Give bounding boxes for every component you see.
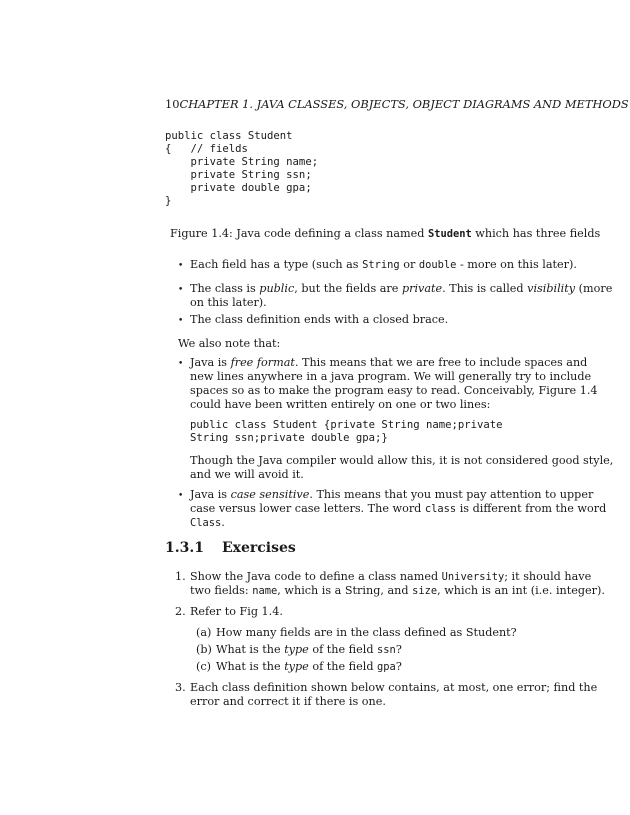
- text: Show the Java code to define a class named: [190, 570, 442, 583]
- bullet-icon: •: [178, 316, 184, 326]
- chapter-title: CHAPTER 1. JAVA CLASSES, OBJECTS, OBJECT DIAGRAMS AND METHODS: [179, 97, 629, 111]
- exercise-text: [190, 584, 605, 597]
- list-item: [190, 356, 587, 369]
- text: , but the fields are: [294, 282, 402, 295]
- emphasis: type: [284, 660, 309, 673]
- exercise-text: [190, 570, 591, 583]
- code-line: private String ssn;: [165, 169, 312, 181]
- text: Each field has a type (such as: [190, 258, 363, 271]
- inline-code: ssn: [377, 644, 396, 656]
- text: . This is called: [442, 282, 528, 295]
- text: , which is a String, and: [277, 584, 413, 597]
- emphasis: visibility: [527, 282, 576, 295]
- list-item: [190, 282, 612, 295]
- section-title: Exercises: [221, 540, 296, 556]
- text: Java is: [190, 356, 231, 369]
- text-line: [190, 502, 606, 515]
- running-header: [165, 97, 629, 111]
- text: Java is: [190, 488, 231, 501]
- bullet-icon: •: [178, 261, 184, 271]
- exercise-number: 2.: [175, 605, 186, 618]
- emphasis: type: [284, 643, 309, 656]
- exercise-number: 3.: [175, 681, 186, 694]
- caption-text: which has three fields: [471, 227, 601, 240]
- caption-text: Figure 1.4: Java code defining a class named: [170, 227, 428, 240]
- inline-code: Class: [190, 517, 222, 529]
- text: or: [399, 258, 419, 271]
- exercise-text: Refer to Fig 1.4.: [190, 605, 283, 618]
- subexercise-text: [216, 643, 402, 656]
- text-line: could have been written entirely on one or two lines:: [190, 398, 491, 411]
- section-heading: [165, 540, 296, 556]
- exercise-number: 1.: [175, 570, 186, 583]
- list-item: [190, 258, 577, 271]
- inline-code: class: [424, 503, 457, 515]
- text-line: [190, 516, 225, 529]
- text: (more: [575, 282, 613, 295]
- emphasis: case sensitive: [230, 488, 310, 501]
- subexercise-label: (c): [196, 660, 211, 673]
- figure-caption: [170, 227, 600, 240]
- text: two fields:: [190, 584, 253, 597]
- text: .: [221, 516, 225, 529]
- text: What is the: [216, 643, 285, 656]
- subexercise-label: (a): [196, 626, 212, 639]
- text: The class is: [190, 282, 260, 295]
- section-number: 1.3.1: [165, 540, 204, 556]
- subexercise-text: How many fields are in the class defined as Student?: [216, 626, 517, 639]
- inline-code: gpa: [377, 661, 396, 673]
- inline-code: size: [412, 585, 438, 597]
- caption-code: Student: [427, 228, 472, 240]
- inline-code: name: [252, 585, 278, 597]
- paragraph-also-note: We also note that:: [178, 337, 281, 350]
- text-line: new lines anywhere in a java program. We will generally try to include: [190, 370, 592, 383]
- text: . This means that you must pay attention to upper: [309, 488, 594, 501]
- code-line: public class Student {private String name;private: [190, 419, 503, 431]
- text: . This means that we are free to include spaces and: [294, 356, 588, 369]
- code-line: private String name;: [165, 156, 319, 168]
- code-line: }: [165, 195, 172, 207]
- inline-code: University: [441, 571, 505, 583]
- text: of the field: [308, 643, 378, 656]
- code-line: private double gpa;: [165, 182, 312, 194]
- text: is different from the word: [456, 502, 607, 515]
- subexercise-label: (b): [196, 643, 212, 656]
- text: case versus lower case letters. The word: [190, 502, 425, 515]
- text: ?: [395, 660, 402, 673]
- code-line: String ssn;private double gpa;}: [190, 432, 388, 444]
- bullet-icon: •: [178, 285, 184, 295]
- text: ; it should have: [504, 570, 592, 583]
- list-item: The class definition ends with a closed brace.: [190, 313, 449, 326]
- emphasis: private: [401, 282, 443, 295]
- code-line: { // fields: [165, 143, 248, 155]
- emphasis: public: [259, 282, 295, 295]
- exercise-text: Each class definition shown below contains, at most, one error; find the: [190, 681, 598, 694]
- text-line: and we will avoid it.: [190, 468, 304, 481]
- text: of the field: [308, 660, 378, 673]
- text: , which is an int (i.e. integer).: [437, 584, 605, 597]
- exercise-text: error and correct it if there is one.: [190, 695, 386, 708]
- inline-code: String: [362, 259, 400, 271]
- inline-code: double: [418, 259, 457, 271]
- emphasis: free format: [230, 356, 295, 369]
- text-line: Though the Java compiler would allow this, it is not considered good style,: [190, 454, 614, 467]
- subexercise-text: [216, 660, 402, 673]
- text-line: spaces so as to make the program easy to read. Conceivably, Figure 1.4: [190, 384, 598, 397]
- code-line: public class Student: [165, 130, 293, 142]
- text: - more on this later).: [456, 258, 577, 271]
- list-item: [190, 488, 593, 501]
- page-number: 10: [165, 97, 180, 111]
- list-item-continuation: on this later).: [190, 296, 267, 309]
- text: ?: [395, 643, 402, 656]
- bullet-icon: •: [178, 491, 184, 501]
- text: What is the: [216, 660, 285, 673]
- bullet-icon: •: [178, 359, 184, 369]
